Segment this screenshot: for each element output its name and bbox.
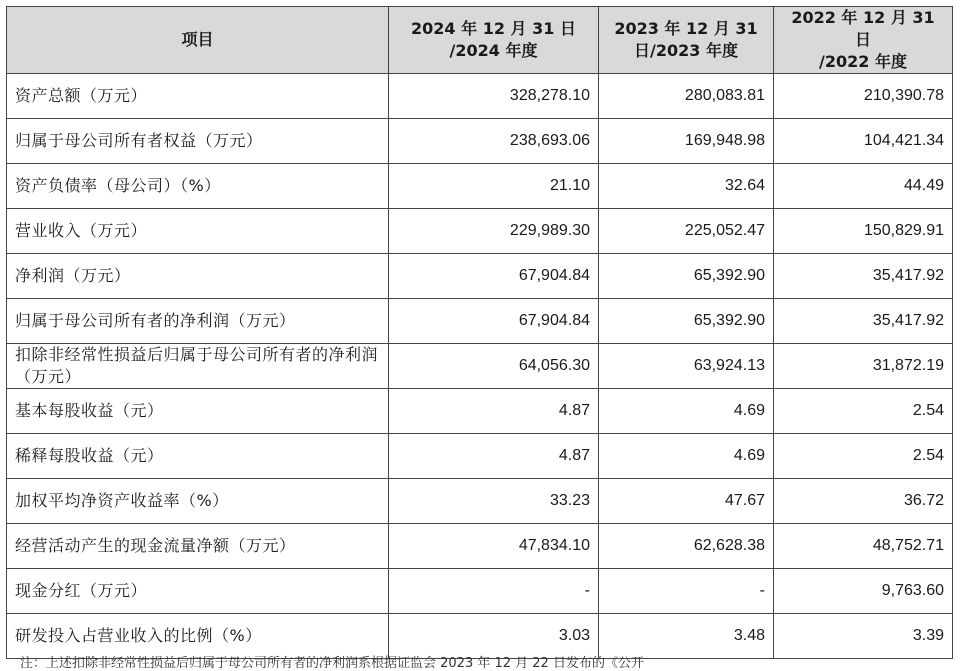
header-item bbox=[7, 7, 389, 74]
row-label: 现金分红（万元） bbox=[7, 569, 389, 614]
table-body bbox=[7, 74, 953, 659]
table-row bbox=[7, 569, 953, 614]
table-row bbox=[7, 74, 953, 119]
row-label: 基本每股收益（元） bbox=[7, 389, 389, 434]
value-2023: 225,052.47 bbox=[599, 209, 774, 254]
value-2024: 64,056.30 bbox=[389, 344, 599, 389]
value-2023: - bbox=[599, 569, 774, 614]
table-row bbox=[7, 434, 953, 479]
value-2024: 238,693.06 bbox=[389, 119, 599, 164]
value-2022: 3.39 bbox=[774, 614, 953, 659]
row-label: 归属于母公司所有者权益（万元） bbox=[7, 119, 389, 164]
value-2024: 33.23 bbox=[389, 479, 599, 524]
value-2023: 280,083.81 bbox=[599, 74, 774, 119]
value-2024: 67,904.84 bbox=[389, 254, 599, 299]
value-2023: 63,924.13 bbox=[599, 344, 774, 389]
header-2023-line1: 2023 年 12 月 31 bbox=[614, 19, 758, 38]
financial-table bbox=[6, 6, 953, 659]
value-2024: 21.10 bbox=[389, 164, 599, 209]
value-2023: 65,392.90 bbox=[599, 299, 774, 344]
row-label: 研发投入占营业收入的比例（%） bbox=[7, 614, 389, 659]
table-row bbox=[7, 344, 953, 389]
header-2022-line1: 2022 年 12 月 31 日 bbox=[791, 8, 935, 49]
value-2024: 47,834.10 bbox=[389, 524, 599, 569]
value-2023: 4.69 bbox=[599, 434, 774, 479]
table-header bbox=[7, 7, 953, 74]
row-label: 营业收入（万元） bbox=[7, 209, 389, 254]
value-2023: 32.64 bbox=[599, 164, 774, 209]
header-row bbox=[7, 7, 953, 74]
table-row bbox=[7, 209, 953, 254]
value-2022: 48,752.71 bbox=[774, 524, 953, 569]
value-2022: 104,421.34 bbox=[774, 119, 953, 164]
row-label: 加权平均净资产收益率（%） bbox=[7, 479, 389, 524]
value-2024: 229,989.30 bbox=[389, 209, 599, 254]
row-label: 稀释每股收益（元） bbox=[7, 434, 389, 479]
footnote: 注：上述扣除非经常性损益后归属于母公司所有者的净利润系根据证监会 2023 年 12 月 22 日发布的《公开 bbox=[20, 656, 644, 671]
value-2023: 62,628.38 bbox=[599, 524, 774, 569]
value-2022: 35,417.92 bbox=[774, 254, 953, 299]
value-2022: 44.49 bbox=[774, 164, 953, 209]
row-label: 经营活动产生的现金流量净额（万元） bbox=[7, 524, 389, 569]
value-2024: 4.87 bbox=[389, 389, 599, 434]
header-2024-line1: 2024 年 12 月 31 日 bbox=[411, 19, 576, 38]
value-2023: 65,392.90 bbox=[599, 254, 774, 299]
row-label: 资产负债率（母公司）（%） bbox=[7, 164, 389, 209]
table-row bbox=[7, 299, 953, 344]
row-label: 归属于母公司所有者的净利润（万元） bbox=[7, 299, 389, 344]
header-2023-line2: 日/2023 年度 bbox=[634, 41, 738, 60]
value-2022: 150,829.91 bbox=[774, 209, 953, 254]
header-2024 bbox=[389, 7, 599, 74]
value-2022: 31,872.19 bbox=[774, 344, 953, 389]
header-2022-line2: /2022 年度 bbox=[819, 52, 907, 71]
table-row bbox=[7, 254, 953, 299]
table-row bbox=[7, 119, 953, 164]
value-2023: 169,948.98 bbox=[599, 119, 774, 164]
value-2024: 4.87 bbox=[389, 434, 599, 479]
table-row bbox=[7, 524, 953, 569]
value-2022: 9,763.60 bbox=[774, 569, 953, 614]
table-row bbox=[7, 479, 953, 524]
value-2023: 4.69 bbox=[599, 389, 774, 434]
value-2022: 2.54 bbox=[774, 434, 953, 479]
table-row bbox=[7, 389, 953, 434]
value-2022: 2.54 bbox=[774, 389, 953, 434]
header-item-line1: 项目 bbox=[181, 30, 214, 49]
row-label: 扣除非经常性损益后归属于母公司所有者的净利润（万元） bbox=[7, 344, 389, 389]
value-2022: 210,390.78 bbox=[774, 74, 953, 119]
value-2023: 47.67 bbox=[599, 479, 774, 524]
value-2024: 3.03 bbox=[389, 614, 599, 659]
row-label: 净利润（万元） bbox=[7, 254, 389, 299]
table-row bbox=[7, 164, 953, 209]
row-label: 资产总额（万元） bbox=[7, 74, 389, 119]
value-2022: 36.72 bbox=[774, 479, 953, 524]
header-2024-line2: /2024 年度 bbox=[449, 41, 538, 60]
header-2023 bbox=[599, 7, 774, 74]
value-2022: 35,417.92 bbox=[774, 299, 953, 344]
header-2022 bbox=[774, 7, 953, 74]
value-2024: - bbox=[389, 569, 599, 614]
value-2024: 67,904.84 bbox=[389, 299, 599, 344]
value-2024: 328,278.10 bbox=[389, 74, 599, 119]
value-2023: 3.48 bbox=[599, 614, 774, 659]
